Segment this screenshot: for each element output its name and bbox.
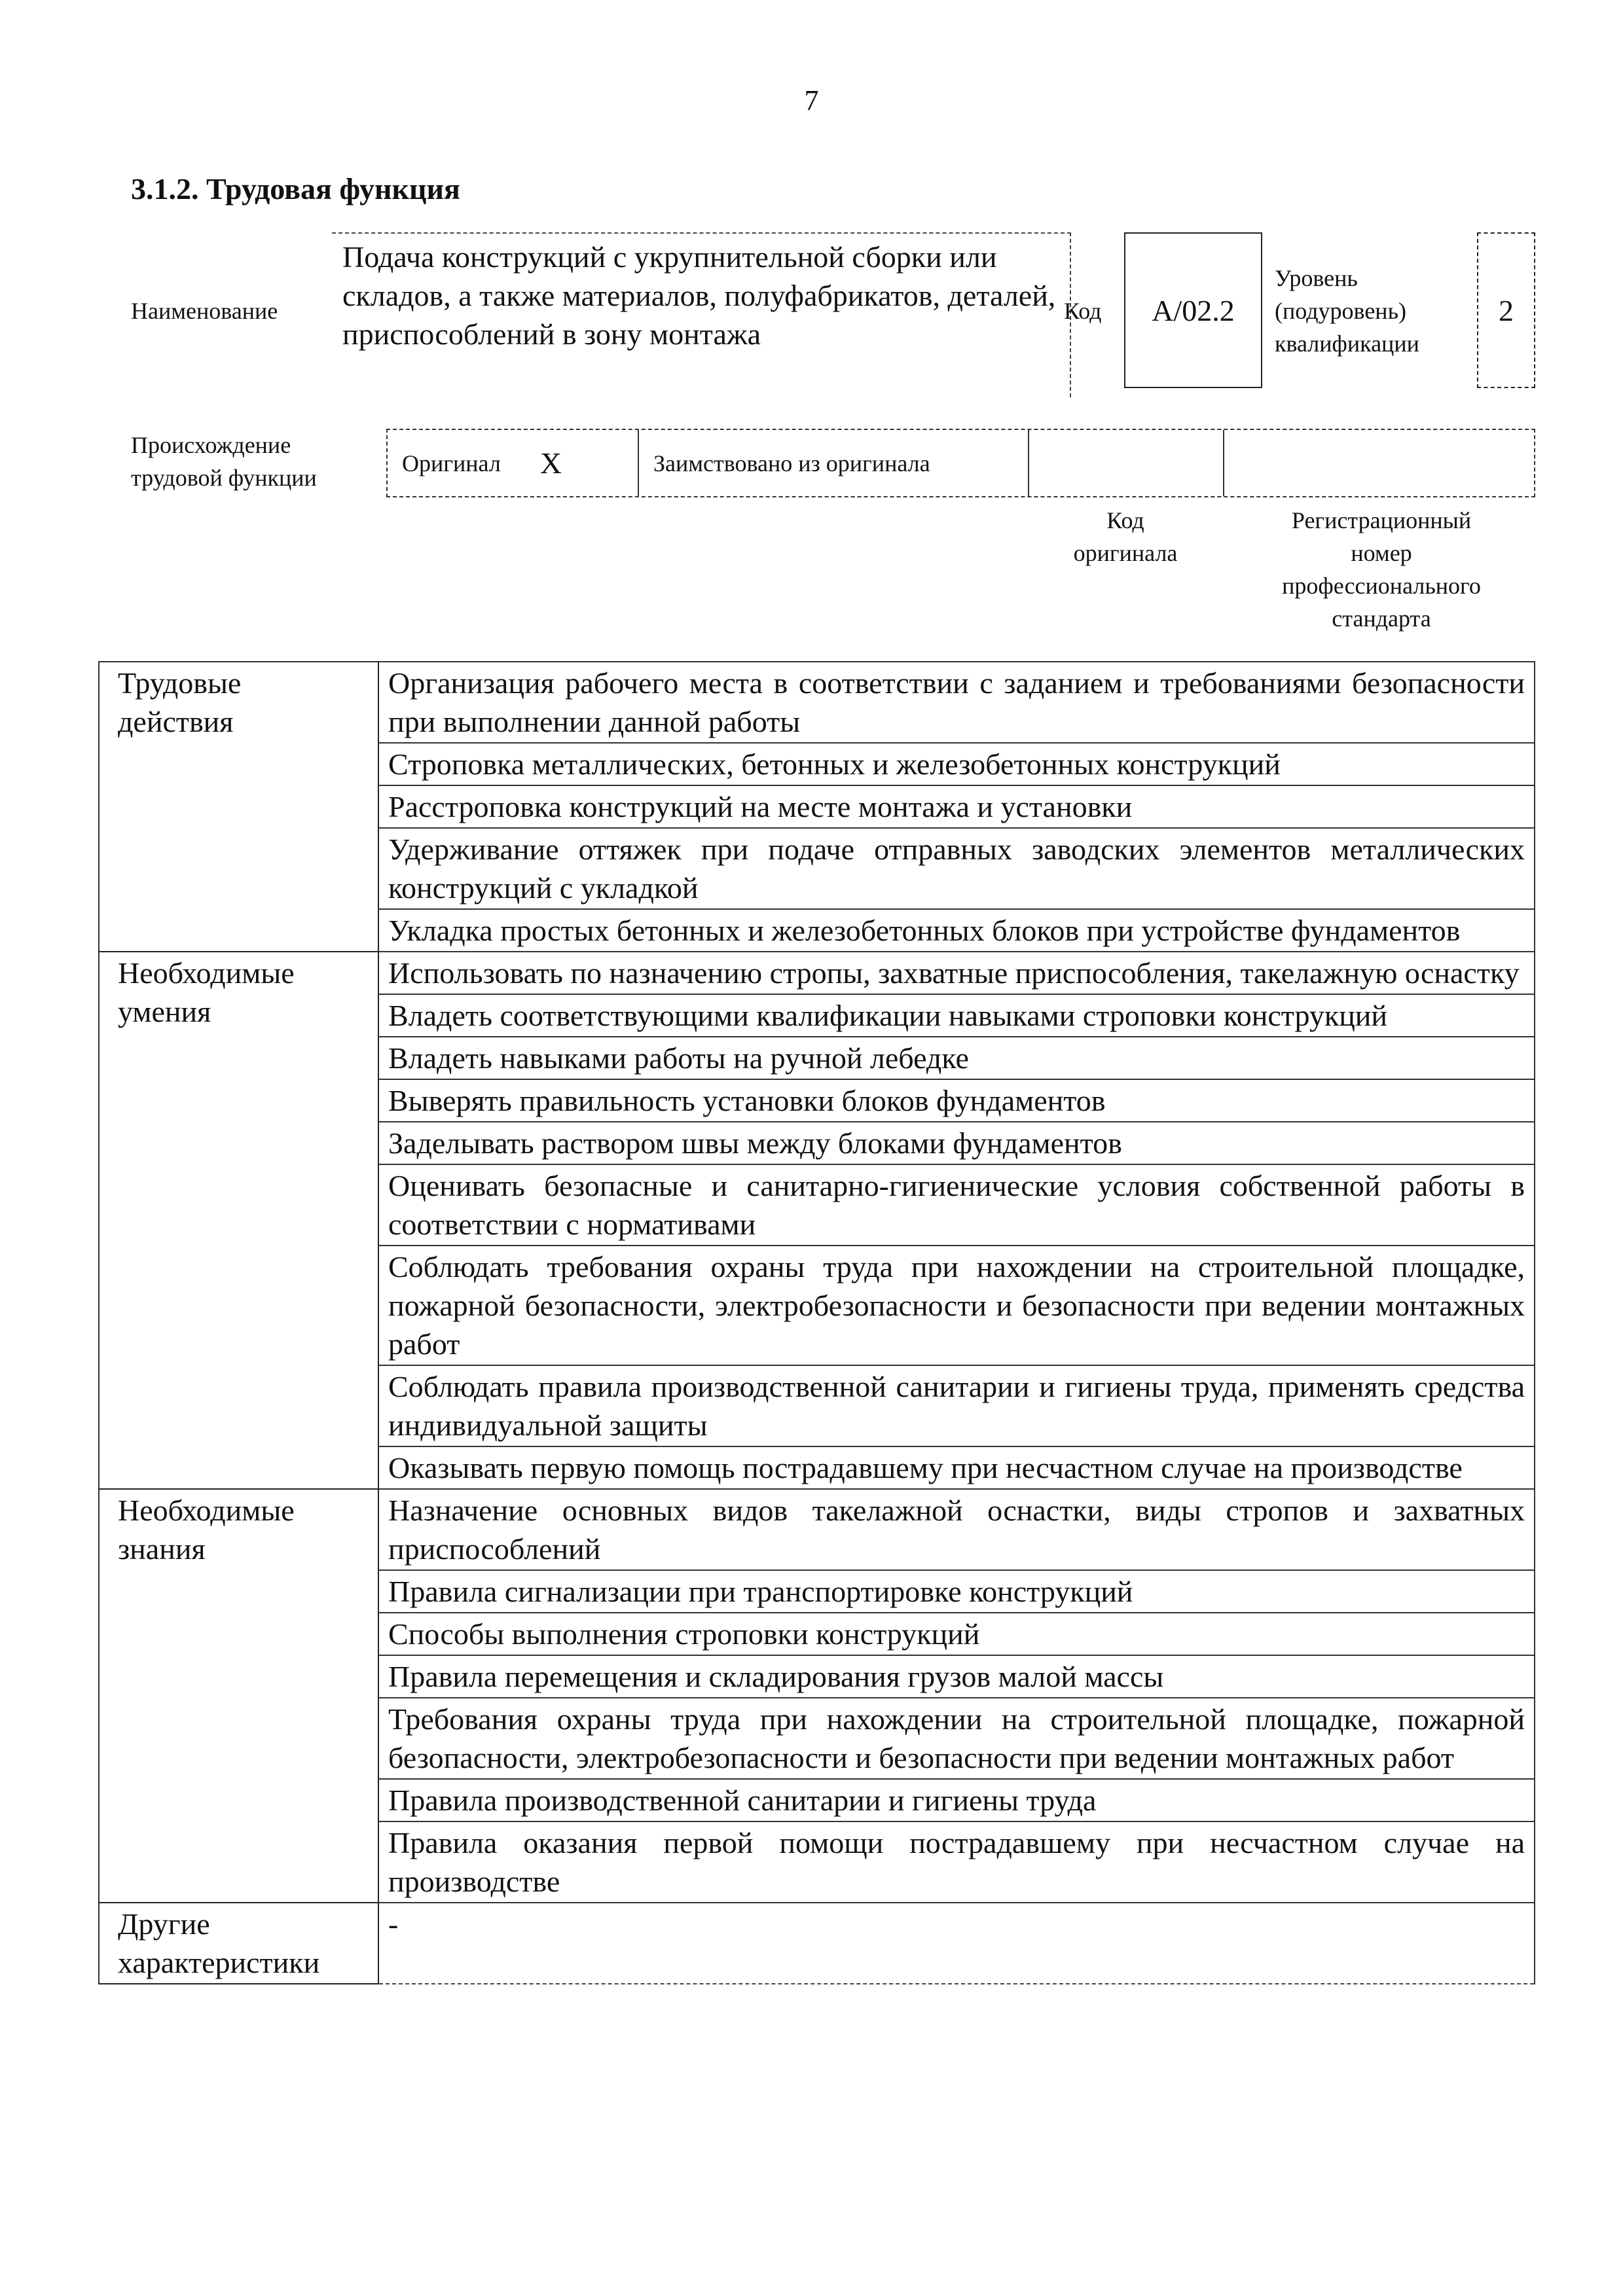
list-item: Выверять правильность установки блоков фундаментов: [378, 1079, 1535, 1122]
category-knowledge: [99, 1489, 378, 1903]
origin-reg-cell: [1224, 430, 1534, 496]
category-label: действия: [118, 705, 234, 738]
category-label: Другие: [118, 1907, 210, 1941]
table-row: [99, 952, 1535, 994]
code-caption-line: оригинала: [1073, 540, 1178, 566]
section-title: 3.1.2. Трудовая функция: [131, 172, 460, 206]
list-item: Требования охраны труда при нахождении на строительной площадке, пожарной безопасности, электробезопасности и безопасности при ведении монтажных работ: [378, 1698, 1535, 1779]
list-item: Удерживание оттяжек при подаче отправных заводских элементов металлических конструкций с укладкой: [378, 828, 1535, 909]
original-label: Оригинал: [402, 450, 501, 476]
list-item: Заделывать раствором швы между блоками фундаментов: [378, 1122, 1535, 1164]
category-label: знания: [118, 1532, 206, 1566]
origin-original-cell: [388, 430, 639, 496]
origin-label-line: Происхождение: [131, 432, 291, 458]
reg-caption-line: номер: [1351, 540, 1412, 566]
other-value: -: [378, 1903, 1535, 1984]
table-row: [99, 1903, 1535, 1984]
origin-borrowed-cell: [639, 430, 1029, 496]
list-item: Правила оказания первой помощи пострадавшему при несчастном случае на производстве: [378, 1821, 1535, 1903]
table-row: [99, 1489, 1535, 1570]
code-caption-line: Код: [1106, 507, 1144, 533]
reg-caption-line: стандарта: [1332, 605, 1431, 632]
list-item: Правила производственной санитарии и гигиены труда: [378, 1779, 1535, 1821]
list-item: Оценивать безопасные и санитарно-гигиенические условия собственной работы в соответствии с нормативами: [378, 1164, 1535, 1246]
list-item: Оказывать первую помощь пострадавшему при несчастном случае на производстве: [378, 1446, 1535, 1489]
list-item: Соблюдать требования охраны труда при нахождении на строительной площадке, пожарной безопасности, электробезопасности и безопасности при ведении монтажных работ: [378, 1246, 1535, 1365]
name-value: Подача конструкций с укрупнительной сборки или складов, а также материалов, полуфабрикатов, деталей, приспособлений в зону монтажа: [332, 232, 1071, 397]
reg-caption: [1231, 504, 1532, 635]
category-labor-actions: [99, 662, 378, 952]
level-label-line: Уровень: [1275, 265, 1358, 291]
table-row: [99, 662, 1535, 743]
category-label: умения: [118, 995, 211, 1028]
list-item: Способы выполнения строповки конструкций: [378, 1613, 1535, 1655]
category-label: Трудовые: [118, 666, 242, 700]
list-item: Строповка металлических, бетонных и железобетонных конструкций: [378, 743, 1535, 785]
category-skills: [99, 952, 378, 1489]
category-other: [99, 1903, 378, 1984]
category-label: Необходимые: [118, 1494, 295, 1527]
code-value: А/02.2: [1124, 232, 1262, 388]
list-item: Правила сигнализации при транспортировке конструкций: [378, 1570, 1535, 1613]
level-label: [1275, 262, 1419, 360]
level-value: 2: [1477, 232, 1535, 388]
list-item: Назначение основных видов такелажной оснастки, виды стропов и захватных приспособлений: [378, 1489, 1535, 1570]
list-item: Владеть навыками работы на ручной лебедке: [378, 1037, 1535, 1079]
page-number: 7: [804, 84, 819, 117]
origin-code-cell: [1029, 430, 1224, 496]
list-item: Правила перемещения и складирования грузов малой массы: [378, 1655, 1535, 1698]
function-table: [98, 661, 1535, 1984]
list-item: Расстроповка конструкций на месте монтажа и установки: [378, 785, 1535, 828]
borrowed-label: Заимствовано из оригинала: [653, 450, 930, 476]
category-label: Необходимые: [118, 956, 295, 990]
name-label: Наименование: [131, 298, 278, 324]
list-item: Укладка простых бетонных и железобетонных блоков при устройстве фундаментов: [378, 909, 1535, 952]
reg-caption-line: Регистрационный: [1291, 507, 1472, 533]
list-item: Соблюдать правила производственной санитарии и гигиены труда, применять средства индивидуальной защиты: [378, 1365, 1535, 1446]
list-item: Организация рабочего места в соответствии с заданием и требованиями безопасности при выполнении данной работы: [378, 662, 1535, 743]
level-label-line: квалификации: [1275, 331, 1419, 357]
origin-label-line: трудовой функции: [131, 465, 317, 491]
category-label: характеристики: [118, 1946, 320, 1979]
list-item: Использовать по назначению стропы, захватные приспособления, такелажную оснастку: [378, 952, 1535, 994]
code-caption: [1028, 504, 1223, 569]
list-item: Владеть соответствующими квалификации навыками строповки конструкций: [378, 994, 1535, 1037]
level-label-line: (подуровень): [1275, 298, 1406, 324]
origin-row: [386, 429, 1535, 497]
origin-label: [131, 429, 317, 494]
code-label: Код: [1064, 298, 1102, 324]
reg-caption-line: профессионального: [1282, 573, 1481, 599]
original-mark: X: [539, 446, 562, 480]
